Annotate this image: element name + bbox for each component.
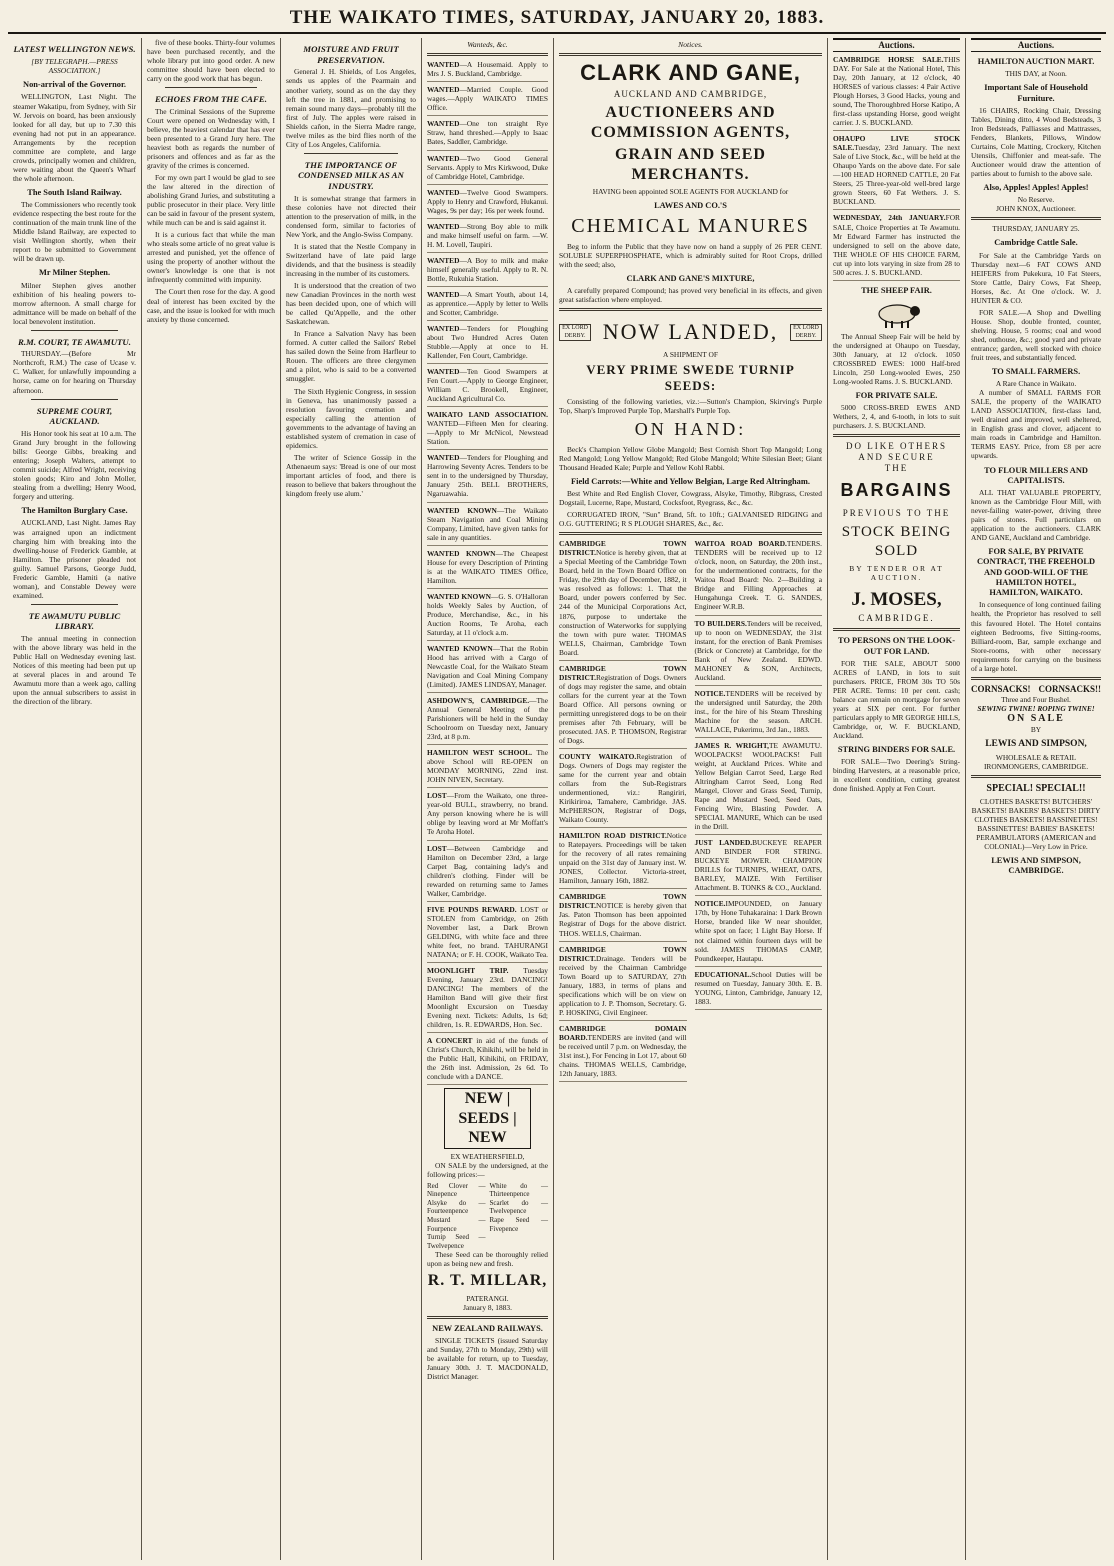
ad-text: —The Waikato Steam Navigation and Coal Mining Company, Limited, have given tanks for sale in any quantities. bbox=[427, 505, 548, 542]
article-text: five of these books. Thirty-four volumes have been purchased recently, and the whole library put into good order. A new committee should have been elected to carry on the good work that has begun. bbox=[147, 38, 275, 84]
divider bbox=[971, 217, 1101, 220]
ad-text: LOST or STOLEN from Cambridge, on 26th November last, a Dark Brown GELDING, with white face and three white feet, no brand. TAHURANGI NATANA; or F. H. COOK, Waikato Tea. bbox=[427, 904, 549, 959]
article-text: The writer of Science Gossip in the Athenaeum says: 'Bread is one of our most important articles of food, and there is reason to believe that bakers throughout the kingdom freely use alum.' bbox=[286, 452, 416, 498]
ad-lead: WANTED bbox=[427, 453, 460, 463]
notice-ad bbox=[695, 838, 823, 896]
auction-ads bbox=[833, 55, 960, 281]
section-heading: THE IMPORTANCE OF CONDENSED MILK AS AN INDUSTRY. bbox=[298, 159, 404, 192]
wanted-ad bbox=[427, 791, 548, 840]
divider bbox=[31, 330, 118, 331]
ad-lead: WANTED bbox=[427, 323, 460, 333]
ad-lead: WANTED bbox=[427, 289, 460, 299]
section-heading: LATEST WELLINGTON NEWS. bbox=[13, 44, 136, 54]
ad-lead: CAMBRIDGE TOWN DISTRICT. bbox=[559, 892, 687, 911]
now-landed-row bbox=[559, 315, 822, 350]
ad-text: in aid of the funds of Christ's Church, Kihikihi, will be held in the Public Hall, Kihikihi, on FRIDAY, the 26th inst. Admission, 2s 6d. To conclude with a DANCE. bbox=[427, 1036, 548, 1082]
firm-title: CLARK AND GANE, bbox=[580, 60, 801, 86]
ad-lead: WANTED bbox=[427, 221, 460, 231]
notice-ad bbox=[559, 831, 687, 889]
article-text: The annual meeting in connection with the above library was held in the Public Hall on Wednesday evening last. Notices of this meeting had been put up at several places in and around Te Awamutu more than a week ago, calling upon the annual subscribers to assist in the direction of the library. bbox=[13, 634, 136, 707]
ad-lead: WAITOA ROAD BOARD. bbox=[694, 539, 787, 549]
firm-line: GRAIN AND SEED MERCHANTS. bbox=[615, 146, 766, 183]
ad-lead: HAMILTON WEST SCHOOL. bbox=[427, 748, 532, 758]
article-text: It is a curious fact that while the man who steals some article of no great value is arrested and punished, yet the offence of using the property of another without the owner's knowledge is one that is not infrequently committed with impunity. bbox=[147, 230, 275, 285]
firm-line: AUCTIONEERS AND COMMISSION AGENTS, bbox=[590, 104, 791, 141]
ad-text: Tuesday Evening, January 23rd. DANCING! DANCING! The members of the Hamilton Band will give their first Moonlight Excursion on Tuesday Evening next. Tickets: Adults, 1s 6d; children, 1s. R. EDWARDS, Hon. Sec. bbox=[427, 965, 548, 1030]
ad-text: —The Cheapest House for every Description of Printing is at the WAIKATO TIMES Office, Hamilton. bbox=[427, 548, 548, 585]
article-text: General J. H. Shields, of Los Angeles, sends us apples of the Pearmain and another variety, sound as on the day they left the tree in 1881, and promising to remain sound many days—probably till the first of July. The apples were raised in Shields cañon, in the Sierra Madre range, twelve miles as the bird flies north of the City of Los Angeles, California. bbox=[286, 67, 416, 149]
notice-ad bbox=[695, 899, 823, 966]
seeds-sub: EX WEATHERSFIELD, bbox=[450, 1151, 525, 1161]
ad-lead: CAMBRIDGE HORSE SALE. bbox=[833, 54, 944, 64]
article-heading: The South Island Railway. bbox=[27, 187, 122, 197]
shop-text: FOR SALE.—A Shop and Dwelling House. Shop, double fronted, counter, shelving. House, 5 rooms; coal and wood shed, outhouse, &c.; good yard and private entrance; garden, well stocked with choice fruit trees, and substantially fenced. bbox=[971, 307, 1101, 362]
seed-price-item: Turnip Seed — Twelvepence bbox=[427, 1233, 486, 1250]
appointed-text: HAVING been appointed SOLE AGENTS FOR AUCKLAND for bbox=[592, 187, 789, 197]
on-hand-title: ON HAND: bbox=[634, 418, 747, 439]
article-heading: Non-arrival of the Governor. bbox=[23, 80, 126, 90]
moses-place: CAMBRIDGE. bbox=[858, 613, 935, 624]
ad-text: FOR SALE, Choice Properties at Te Awamutu. Mr Edward Farmer has instructed the undersigned to sell on the above date, THE WHOLE OF HIS CHOICE FARM, cut up into lots varying in size from 28 to 500 acres. J. S. BUCKLAND. bbox=[833, 213, 960, 277]
column-header: Notices. bbox=[678, 40, 703, 49]
ad-lead: EDUCATIONAL. bbox=[694, 969, 752, 979]
wanted-ad bbox=[427, 592, 548, 641]
no-reserve: No Reserve. bbox=[1017, 195, 1055, 205]
article-text: It is understood that the creation of two new Canadian Provinces in the north west has been decided upon, one of which will be called Qu'Appelle, and the other Saskatchewan. bbox=[286, 281, 416, 327]
cattle-date: THURSDAY, JANUARY 25. bbox=[992, 224, 1080, 234]
land-text: FOR THE SALE, ABOUT 5000 ACRES of LAND, in lots to suit purchasers. PRICE, FROM 30s TO 50s PER ACRE. Terms: 10 per cent. cash; balance can remain on mortgage for seven years at SIX per cent. For further particulars apply to MR GEORGE HILLS, Cambridge, or, W. F. BUCKLAND, Auckland. bbox=[833, 658, 960, 741]
ad-lead: JAMES R. WRIGHT, bbox=[694, 740, 769, 750]
notice-ad bbox=[559, 664, 687, 749]
bargains-title: BARGAINS bbox=[840, 480, 953, 501]
cattle-text: For Sale at the Cambridge Yards on Thursday next—6 FAT COWS AND HEIFERS from Pukekura, 10 Fat Steers, Store Cattle, Dairy Cows, Fat Sheep, Horses, &c. At One o'clock. W. J. HUNTER & CO. bbox=[971, 250, 1101, 305]
ad-text: BUCKEYE REAPER AND BINDER FOR STRING. BUCKEYE MOWER. CHAMPION DRILLS for TURNIPS, WHEAT, OATS, BARLEY, MAIZE. With Fertiliser Attachment. B. TONKS & CO., Auckland. bbox=[694, 838, 822, 893]
ad-text: —Two Good General Servants. Apply to Mrs Kirkwood, Duke of Cambridge Hotel, Cambridge. bbox=[427, 153, 548, 181]
cattle-heading: Cambridge Cattle Sale. bbox=[994, 238, 1078, 248]
article-heading: The Hamilton Burglary Case. bbox=[21, 506, 128, 516]
auction-ad bbox=[833, 134, 960, 210]
advertiser-place: PATERANGI. bbox=[466, 1293, 509, 1303]
column-wanteds bbox=[422, 38, 554, 1560]
ad-text: SINGLE TICKETS (issued Saturday and Sunday, 27th to Monday, 29th) will be available for return, up to Tuesday, January 30th. J. T. MACDONALD, District Manager. bbox=[427, 1336, 548, 1382]
chemical-manures-title: CHEMICAL MANURES bbox=[571, 215, 810, 238]
ad-text: —A Smart Youth, about 14, as apprentice.—Apply by letter to Wells and Scotter, Cambridge. bbox=[427, 289, 548, 317]
moses-line: PREVIOUS TO THE bbox=[842, 508, 951, 519]
wanted-ad bbox=[427, 644, 548, 693]
article-text: The Criminal Sessions of the Supreme Court were opened on Wednesday with, I believe, the heaviest calendar that has ever been presented to a Grand Jury here. The heaviest both as regards the number of prisoners and offences and as far as the gravity of the crimes is concerned. bbox=[147, 106, 275, 171]
section-heading: ECHOES FROM THE CAFE. bbox=[155, 94, 267, 105]
wanted-ad bbox=[427, 506, 548, 546]
notice-ad bbox=[695, 741, 823, 835]
small-farmers-heading: TO SMALL FARMERS. bbox=[991, 366, 1081, 376]
ad-text: Drainage. Tenders will be received by the Chairman Cambridge Town Board up to SATURDAY, 27th January, 1883, in terms of plans and specifications which will be on view on application to J. P. Thomson, Secretary. G. P. HOSKING, Civil Engineer. bbox=[559, 953, 687, 1017]
ad-text: THIS DAY. For Sale at the National Hotel, This Day, 20th January, at 12 o'clock, 40 HORSES of various classes: 4 Pair Active Plough Horses, 3 Good Hacks, young and sound, The Thoroughbred Horse Katipo, A first-class upstanding Horse, good weight carrier. J. S. BUCKLAND. bbox=[833, 54, 960, 128]
hotel-text: In consequence of long continued failing health, the Proprietor has resolved to sell this favoured Hotel. The Hotel contains eighteen Bedrooms, five Sitting-rooms, Billiard-room, Bar, sample exchange and Store-rooms, with other necessary requirements for carrying on the business of a large hotel. bbox=[971, 600, 1101, 673]
column-notices bbox=[554, 38, 828, 1560]
ad-lead: WANTED bbox=[427, 367, 460, 377]
wanted-ad bbox=[427, 410, 548, 450]
flour-mill-heading: TO FLOUR MILLERS AND CAPITALISTS. bbox=[984, 465, 1088, 485]
ad-text: Tenders will be received, up to noon on WEDNESDAY, the 31st instant, for the erection of Bank Premises (Brick or Concrete) at Cambridge, for the Bank of New Zealand. EDWD. MAHONEY & SON, Architects, Auckland. bbox=[694, 618, 822, 682]
cornsacks-row bbox=[971, 684, 1101, 695]
iron-text: CORRUGATED IRON, "Sun" Brand, 5ft. to 10ft.; GALVANISED RIDGING and O.G. GUTTERING; R S PLOUGH SHARES, &c., &c. bbox=[559, 510, 822, 529]
seeds-title: SEEDS bbox=[458, 1109, 510, 1127]
section-heading: SUPREME COURT, AUCKLAND. bbox=[36, 405, 113, 427]
ad-text: IMPOUNDED, on January 17th, by Hone Tuhakaraina: 1 Dark Brown Horse, branded like W near shoulder, white spot on face; 1 Light Bay Horse. If not claimed within fourteen days will be sold. JAMES THOMAS CAMP, Poundkeeper, Hautapu. bbox=[694, 899, 822, 963]
columns bbox=[8, 38, 1106, 1560]
article-text: Milner Stephen gives another exhibition of his healing powers to-morrow afternoon. A small charge for admittance will be made on behalf of the local benevolent institution. bbox=[13, 280, 136, 326]
seeds-varieties: Consisting of the following varieties, viz.:—Sutton's Champion, Skirving's Purple Top, Sharp's Improved Purple Top, Marshall's Purple Top. bbox=[559, 396, 822, 415]
small-farmers-text: A number of SMALL FARMS FOR SALE, the property of the WAIKATO LAND ASSOCIATION, first-class land, well drained and improved, well sheltered, in English grass and clover, adjacent to main roads in Cambridge and Hamilton. TERMS EASY. Price, from £8 per acre upwards. bbox=[971, 388, 1101, 461]
seeds-price-list bbox=[427, 1182, 548, 1250]
mixture-text: A carefully prepared Compound; has proved very beneficial in its effects, and given great satisfaction where employed. bbox=[559, 286, 822, 305]
ad-text: —Tenders for Ploughing and Harrowing Seventy Acres. Tenders to be sent in to the undersigned by Thursday, January 25th. BELL BROTHERS, Ngaruawahia. bbox=[427, 453, 548, 499]
ad-lead: JUST LANDED. bbox=[694, 838, 753, 848]
ad-lead: WANTED KNOWN bbox=[427, 505, 497, 515]
ad-text: —A Boy to milk and make himself generally useful. Apply to R. N. Bottle, Rukuhia Station. bbox=[427, 255, 548, 283]
divider bbox=[304, 153, 398, 154]
notices-left bbox=[559, 539, 687, 1085]
ad-text: —Between Cambridge and Hamilton on December 23rd, a large Carpet Bag, containing lady's and children's clothing. Finder will be rewarded on returning same to James Walker, Cambridge. bbox=[427, 843, 548, 898]
seeds-text: ON SALE by the undersigned, at the following prices:— bbox=[427, 1160, 548, 1179]
article-text: The Commissioners who recently took evidence respecting the best route for the continuation of the main trunk line of the Middle Island Railway, are expected to visit Wellington shortly, when their report to be submitted to Government will be drawn up. bbox=[13, 200, 136, 264]
notice-ad bbox=[695, 689, 823, 738]
article-text: It is stated that the Nestle Company in Switzerland have of late paid large dividends, and that the business is steadily increasing in the number of its customers. bbox=[286, 242, 416, 279]
lewis-simpson: LEWIS AND SIMPSON, bbox=[985, 738, 1087, 749]
wanted-ad bbox=[427, 188, 548, 219]
on-sale: ON SALE bbox=[1007, 712, 1065, 724]
ad-lead: WEDNESDAY, 24th JANUARY. bbox=[833, 213, 946, 223]
ad-text: TE AWAMUTU. WOOLPACKS! WOOLPACKS! Full weight, at Auckland Prices. White and Yellow Belgian Carrot Seed, Large Red Altringham Carrot Seed, Long Red Mangel, Clover and Grass Seed, Turnip, Rape and Mustard Seed, Seed Oats, Fencing Wire, Blasting Powder. A SPECIAL MANURE, Which can be used in the Drill. bbox=[694, 740, 822, 832]
article-text: It is somewhat strange that farmers in these colonies have not directed their attention to the preservation of milk, in the condensed form, similar to factories of New York, and the Anglo-Swiss Company. bbox=[286, 193, 416, 239]
column-header: Auctions. bbox=[833, 38, 960, 52]
ad-text: —That the Robin Hood has arrived with a Cargo of Newcastle Coal, for the Waikato Steam Navigation and Coal Mining Company (Limited). JAMES LINDSAY, Manager. bbox=[427, 643, 548, 690]
section-heading: MOISTURE AND FRUIT PRESERVATION. bbox=[303, 44, 399, 65]
column-auctions-a bbox=[828, 38, 966, 1560]
wanted-ads bbox=[427, 60, 548, 1085]
auction-ad bbox=[833, 55, 960, 131]
column-features bbox=[281, 38, 422, 1560]
ad-lead: NOTICE. bbox=[694, 688, 726, 698]
grass-seeds-text: Best White and Red English Clover, Cowgrass, Alsyke, Timothy, Ribgrass, Crested Dogstail, Lucerne, Rape, Mustard, Cocksfoot, Ryegrass, &c., &c. bbox=[559, 489, 822, 508]
ad-text: —The Annual General Meeting of the Parishioners will be held in the Sunday Schoolroom on Tuesday next, January 23rd, at 8 p.m. bbox=[427, 696, 548, 742]
notice-ad bbox=[695, 539, 823, 615]
divider bbox=[833, 628, 960, 631]
divider bbox=[971, 775, 1101, 778]
notice-ad bbox=[559, 1024, 687, 1082]
ad-lead: CAMBRIDGE TOWN DISTRICT. bbox=[559, 944, 687, 963]
auction-ad bbox=[833, 213, 960, 280]
wanted-ad bbox=[427, 154, 548, 185]
ad-lead: HAMILTON ROAD DISTRICT. bbox=[559, 831, 667, 841]
wanted-ad bbox=[427, 1036, 548, 1085]
seeds-note: These Seed can be thoroughly relied upon as being new and fresh. bbox=[427, 1250, 548, 1269]
notice-ad bbox=[559, 892, 687, 941]
ad-text: —One ton straight Rye Straw, hand threshed.—Apply to Isaac Bates, Saddler, Cambridge. bbox=[427, 119, 548, 147]
string-binders-text: FOR SALE—Two Deering's String-binding Harvesters, at a reasonable price, in excellent condition, cutting greatest done finished. Apply at Fen Court. bbox=[833, 757, 960, 794]
article-heading: Mr Milner Stephen. bbox=[38, 268, 111, 278]
ad-lead: LOST bbox=[427, 791, 447, 801]
notices-right bbox=[695, 539, 823, 1085]
wanted-ad bbox=[427, 966, 548, 1033]
furniture-text: 16 CHAIRS, Rocking Chair, Dressing Tables, Dining ditto, 4 Wood Bedsteads, 3 Iron Bedsteads, Palliasses and Mattrasses, Fenders, Blankets, Pillows, Window Curtains, Cole Matting, Crockery, Kitchen Utensils, Chiffonier and meat-safe. The Auctioneer would draw the attention of parties about to furnish to the above sale. bbox=[971, 105, 1101, 178]
wanted-ad bbox=[427, 60, 548, 82]
byline: [BY TELEGRAPH.—PRESS ASSOCIATION.] bbox=[31, 56, 118, 75]
ad-lead: FIVE POUNDS REWARD. bbox=[427, 904, 517, 914]
divider bbox=[31, 604, 118, 605]
land-heading: TO PERSONS ON THE LOOK-OUT FOR LAND. bbox=[838, 636, 955, 656]
small-farmers-sub: A Rare Chance in Waikato. bbox=[995, 379, 1077, 389]
masthead: THE WAIKATO TIMES, SATURDAY, JANUARY 20, 1883. bbox=[8, 6, 1106, 34]
now-landed-title: NOW LANDED, bbox=[602, 319, 779, 345]
ad-lead: CAMBRIDGE TOWN DISTRICT. bbox=[559, 539, 687, 558]
article-text: The Sixth Hygienic Congress, in session in Geneva, has unanimously passed a resolution favouring cremation and especially calling the attention of governments to the advantage of having an established system of cremation in case of epidemics. bbox=[286, 386, 416, 450]
ad-text: —A Housemaid. Apply to Mrs J. S. Buckland, Cambridge. bbox=[427, 60, 548, 79]
lewis-simpson-footer: LEWIS AND SIMPSON, CAMBRIDGE. bbox=[991, 855, 1081, 876]
ad-date: January 8, 1883. bbox=[463, 1302, 512, 1312]
moses-line: BY TENDER OR AT AUCTION. bbox=[849, 563, 944, 583]
ad-heading: NEW ZEALAND RAILWAYS. bbox=[432, 1323, 543, 1333]
ad-lead: CAMBRIDGE DOMAIN BOARD. bbox=[559, 1023, 687, 1042]
ad-text: TENDERS. TENDERS will be received up to 12 o'clock, noon, on Saturday, the 20th inst., for the undermentioned contracts, for the Waitoa Road Board: No. 2—Building a Bridge and Filling Approaches at Hungahunga Creek. T. G. SANDES, Engineer W.R.B. bbox=[694, 539, 822, 612]
cornsacks-right: CORNSACKS!! bbox=[1038, 683, 1101, 694]
ad-lead: WANTED bbox=[427, 119, 460, 129]
article-text: THURSDAY.—(Before Mr Northcroft, R.M.) The case of Ucase v. C. Walker, for unlawfully impounding a horse, came on for hearing on Thursday afternoon. bbox=[13, 349, 136, 395]
sheep-illustration-icon bbox=[867, 299, 927, 329]
wanted-ad bbox=[427, 453, 548, 502]
ad-lead: WANTED bbox=[427, 153, 460, 163]
auctioneer-name: JOHN KNOX, Auctioneer. bbox=[996, 204, 1076, 214]
ad-text: Notice to Ratepayers. Proceedings will be taken for the recovery of all rates remaining unpaid on the 31st day of January inst. W. JONES, Collector. Victoria-street, Hamilton, January 16th, 1882. bbox=[559, 831, 687, 886]
mart-heading: HAMILTON AUCTION MART. bbox=[977, 56, 1095, 66]
ad-lead: WANTED KNOWN bbox=[427, 548, 496, 558]
advertiser-name: R. T. MILLAR, bbox=[427, 1272, 548, 1290]
seed-price-item: Red Clover — Ninepence bbox=[427, 1181, 486, 1199]
wanted-ad bbox=[427, 324, 548, 364]
new-label: NEW bbox=[468, 1129, 507, 1147]
shipment-text: A SHIPMENT OF bbox=[663, 350, 718, 360]
article-text: AUCKLAND, Last Night. James Ray was arraigned upon an indictment charging him with breaking into the dwelling-house of Frederick Gamble, at Hamilton. The prisoner pleaded not guilty. Samuel Parsons, George Judd, Frederic Gamble, Hamiti (a native woman), and Constable Dewey were examined. bbox=[13, 518, 136, 600]
ad-lead: NOTICE. bbox=[694, 899, 726, 909]
wanted-ad bbox=[427, 256, 548, 287]
ad-lead: A CONCERT bbox=[427, 1036, 473, 1046]
lewis-simpson-sub: WHOLESALE & RETAIL IRONMONGERS, CAMBRIDGE. bbox=[983, 752, 1089, 771]
column-auctions-b bbox=[966, 38, 1106, 1560]
ad-text: TENDERS are invited (and will be received until 7 p.m. on Wednesday, the 31st inst.), For Fencing in Lot 17, about 60 chains. THOMAS WELLS, Cambridge, 12th January, 1883. bbox=[559, 1032, 687, 1078]
column-header: Auctions. bbox=[971, 38, 1101, 52]
wanted-ad bbox=[427, 367, 548, 407]
turnip-seeds-title: VERY PRIME SWEDE TURNIP SEEDS: bbox=[586, 362, 795, 393]
ad-lead: WANTED bbox=[427, 187, 460, 197]
seed-price-item: Alsyke do — Fourteenpence bbox=[427, 1198, 486, 1216]
ad-lead: WANTED bbox=[427, 85, 460, 95]
ad-text: School Duties will be resumed on Tuesday, January 30th. E. B. YOUNG, Linton, Cambridge, January 12, 1883. bbox=[694, 969, 822, 1006]
divider bbox=[559, 532, 822, 535]
ad-text: The above School will RE-OPEN on MONDAY MORNING, 22nd inst. JOHN NIVEN, Secretary. bbox=[427, 748, 548, 785]
firm-subtitle: AUCKLAND AND CAMBRIDGE, bbox=[613, 89, 768, 100]
ad-text: WANTED—Fifteen Men for clearing. —Apply to Mr McNicol, Newstead Station. bbox=[427, 419, 548, 447]
wanted-ad bbox=[427, 844, 548, 902]
ad-lead: TO BUILDERS. bbox=[694, 618, 747, 628]
sheep-fair-text: The Annual Sheep Fair will be held by the undersigned at Ohaupo on Tuesday, 30th January, at 12 o'clock. 1050 CROSSBRED EWES: 1000 Half-bred Lincoln, 250 Long-wooled Ewes, 250 Long-wooled Rams. J. S. BUCKLAND. bbox=[833, 331, 960, 387]
notices-split bbox=[559, 539, 822, 1085]
section-heading: R.M. COURT, TE AWAMUTU. bbox=[17, 336, 131, 347]
notice-ad bbox=[695, 970, 823, 1010]
notice-ad bbox=[695, 619, 823, 686]
private-sale-heading: FOR PRIVATE SALE. bbox=[855, 391, 938, 401]
wanted-ad bbox=[427, 222, 548, 253]
ad-text: Notice is hereby given, that at a Special Meeting of the Cambridge Town Board, held in the Town Board Office on Friday, the 29th day of December, 1882, it was resolved as follows: 1. That the Board, under powers conferred by Sec. 244 of the Municipal Corporations Act, 1876, purpose to undertake the construction of Waterworks for supplying the town with pure water. THOMAS WELLS, Chairman, Cambridge Town Board. bbox=[559, 548, 687, 657]
column-news bbox=[8, 38, 142, 1560]
stock-title: STOCK BEING SOLD bbox=[841, 524, 952, 559]
ad-text: Registration of Dogs. Owners of dogs may register the same, and obtain collars for the current year at the Town Board Office. All persons owning or permitting unregistered dogs to be on their premises after 7th February, will be prosecuted. JAS. P. THOMSON, Registrar of Dogs. bbox=[559, 672, 687, 745]
ad-lead: WAIKATO LAND ASSOCIATION. bbox=[427, 410, 548, 420]
ad-lead: ASHDOWN'S, CAMBRIDGE. bbox=[427, 696, 530, 706]
moses-name: J. MOSES, bbox=[851, 589, 942, 611]
seed-price-item: Mustard — Fourpence bbox=[427, 1216, 486, 1233]
ad-text: —Married Couple. Good wages.—Apply WAIKATO TIMES Office. bbox=[427, 85, 548, 113]
ad-lead: WANTED bbox=[427, 255, 460, 265]
wanted-ad bbox=[427, 748, 548, 788]
divider bbox=[31, 399, 118, 400]
ad-text: Registration of Dogs. Owners of Dogs may register the same for the current year and obtain collars from the Sub-Registrars undermentioned, viz.: Rangiriri, Kirikiriroa, Tamahere, Cambridge. JAS. McPHERSON, Registrar of Dogs, Waikato County. bbox=[559, 751, 687, 825]
apples-line: Also, Apples! Apples! Apples! bbox=[983, 183, 1089, 192]
by-text: BY bbox=[1030, 724, 1042, 734]
ad-text: NOTICE is hereby given that Jas. Paton Thomson has been appointed Registrar of Dogs for the above district. THOS. WELLS, Chairman. bbox=[559, 901, 687, 938]
cornsacks-sub: Three and Four Bushel. bbox=[1001, 694, 1071, 704]
ad-lead: COUNTY WAIKATO. bbox=[559, 751, 637, 761]
notice-ad bbox=[559, 539, 687, 660]
article-text: His Honor took his seat at 10 a.m. The Grand Jury brought in the following bills: George Gibbs, breaking and entering; Joseph Walters, attempt to commit suicide; Alfred Wright, receiving stolen goods; Kiro and John Moller, stealing from a dwelling; Henry Wood, forgery and uttering. bbox=[13, 428, 136, 502]
article-text: WELLINGTON, Last Night. The steamer Wakatipu, from Sydney, with Sir W. Jervois on board, has been anxiously looked for all day, but up to 7.30 this evening had not put in an appearance. Arrangements by the reception committee are complete, and large crowds, principally women and children, were waiting about the Queen's Wharf the whole afternoon. bbox=[13, 92, 136, 183]
ad-text: —Ten Good Swampers at Fen Court.—Apply to George Engineer, William C. Brookell, Engineer, Auckland Agricultural Co. bbox=[427, 367, 548, 404]
mixture-heading: CLARK AND GANE'S MIXTURE, bbox=[626, 273, 755, 283]
article-text: In France a Salvation Navy has been formed. A cutter called the Sailors' Rebel has sailed down the Seine from Harfleur to Rouen. The officers are three clergymen and a pilot, who is said to be a converted smuggler. bbox=[286, 329, 416, 384]
ad-text: —Strong Boy able to milk and make himself useful on farm. —W. H. M. Lovell, Taupiri. bbox=[427, 221, 548, 249]
ad-text: —Tenders for Ploughing about Two Hundred Acres Oaten Stubble.—Apply at once to H. Kallender, Fen Court, Cambridge. bbox=[427, 323, 548, 361]
divider bbox=[427, 53, 548, 56]
hotel-heading: FOR SALE, BY PRIVATE CONTRACT, THE FREEHOLD AND GOOD-WILL OF THE HAMILTON HOTEL, HAMILTON, WAIKATO. bbox=[976, 547, 1096, 598]
wanted-ad bbox=[427, 85, 548, 116]
article-text: For my own part I would be glad to see the law altered in the direction of abolishing Grand Juries, and substituting a public prosecutor in their place. Very little can be said in favour of the present system, while much can be and is said against it. bbox=[147, 173, 275, 228]
divider bbox=[833, 434, 960, 437]
wanted-ad bbox=[427, 549, 548, 589]
wanted-ad bbox=[427, 905, 548, 963]
divider bbox=[559, 308, 822, 311]
new-label: NEW bbox=[464, 1090, 503, 1108]
wanted-ad bbox=[427, 119, 548, 150]
cornsacks-left: CORNSACKS! bbox=[971, 683, 1031, 694]
ad-lead: MOONLIGHT TRIP. bbox=[427, 965, 509, 975]
ad-lead: WANTED KNOWN bbox=[427, 591, 491, 601]
article-text: The Court then rose for the day. A good deal of interest has been excited by the case, and the issue is looked for with much anxiety by those concerned. bbox=[147, 287, 275, 324]
wanted-ad bbox=[427, 696, 548, 745]
seed-price-item: Rape Seed — Fivepence bbox=[489, 1216, 548, 1233]
divider bbox=[559, 53, 822, 56]
notice-ad bbox=[559, 752, 687, 828]
ad-text: TENDERS will be received by the undersigned until Saturday, the 20th inst., for the hire of his Steam Threshing Machine for the season. ARCH. WALLACE, Pukerimu, 3rd Jan., 1883. bbox=[694, 688, 822, 734]
column-header: Wanteds, &c. bbox=[467, 40, 508, 49]
moses-line: THE bbox=[884, 463, 909, 474]
moses-line: DO LIKE OTHERS AND SECURE bbox=[846, 441, 947, 463]
private-sale-text: 5000 CROSS-BRED EWES AND Wethers, 2, 4, and 6-tooth, in lots to suit purchasers. J. S. BUCKLAND. bbox=[833, 403, 960, 431]
wanted-ad bbox=[427, 290, 548, 321]
ad-text: —Twelve Good Swampers. Apply to Henry and Crawford, Hukanui. Wages, 9s per day; 16s per week found. bbox=[427, 187, 548, 215]
ad-lead: WANTED bbox=[427, 60, 460, 70]
special-heading: SPECIAL! SPECIAL!! bbox=[986, 782, 1086, 794]
flour-mill-text: ALL THAT VALUABLE PROPERTY, known as the Cambridge Flour Mill, with never-failing water-power, driving three pairs of stones. Full particulars on application to the auctioneers. CLARK AND GANE, Auckland and Cambridge. bbox=[971, 488, 1101, 543]
notice-ad bbox=[559, 945, 687, 1021]
ad-text: —From the Waikato, one three-year-old BULL, strawberry, no brand. Any person knowing where he is will oblige by leaving word at Mr Moffatt's Te Aroha Hotel. bbox=[427, 791, 548, 837]
seed-price-item: Scarlet do — Twelvepence bbox=[489, 1198, 548, 1216]
field-carrots: Field Carrots:—White and Yellow Belgian, Large Red Altringham. bbox=[571, 476, 810, 486]
sheep-fair-heading: THE SHEEP FAIR. bbox=[861, 285, 932, 295]
ad-text: —G. S. O'Halloran holds Weekly Sales by Auction, of Produce, Merchandise, &c., in his Auction Rooms, Te Aroha, each Saturday, at 11 o'clock a.m. bbox=[427, 591, 548, 637]
ad-lead: WANTED KNOWN bbox=[427, 643, 493, 653]
furniture-heading: Important Sale of Household Furniture. bbox=[984, 83, 1088, 103]
ad-lead: OHAUPO LIVE STOCK SALE. bbox=[833, 134, 960, 153]
divider bbox=[971, 677, 1101, 680]
ad-lead: CAMBRIDGE TOWN DISTRICT. bbox=[559, 663, 687, 682]
on-hand-text: Beck's Champion Yellow Globe Mangold; Best Cornish Short Top Mangold; Long Red Mangold; Long Yellow Mangold; Red Globe Mangold; White Silesian Beet; Giant Thousand Headed Kale; Purple and Yellow Kohl Rabbi. bbox=[559, 444, 822, 472]
ad-text: Tuesday, 23rd January. The next Sale of Live Stock, &c., will be held at the Ohaupo Yards on the above date. For sale—100 HEAD HORNED CATTLE, 20 Fat Steers, 25 Three-year-old well-bred large grown Steers, 60 Fat Wethers. J. S. BUCKLAND. bbox=[833, 143, 960, 207]
divider bbox=[427, 1316, 548, 1319]
seeds-banner: NEW | SEEDS | NEW bbox=[444, 1088, 531, 1149]
lawes-heading: LAWES AND CO.'S bbox=[654, 201, 727, 211]
special-text: CLOTHES BASKETS! BUTCHERS' BASKETS! BAKERS' BASKETS! DIRTY CLOTHES BASKETS! BASSINETTES! BASSINETTES! BABIES' BASKETS! PERAMBULATORS (AMERICAN and COLONIAL)—Very Low in Price. bbox=[971, 796, 1101, 851]
section-heading: TE AWAMUTU PUBLIC LIBRARY. bbox=[28, 610, 121, 632]
ad-lead: LOST bbox=[427, 843, 447, 853]
divider bbox=[165, 87, 257, 88]
chem-text: Beg to inform the Public that they have now on hand a supply of 26 PER CENT. SOLUBLE SUPERPHOSPHATE, which is admirably suited for Root Crops, drilled with the seed; also, bbox=[559, 241, 822, 269]
ex-lord-derby-left: EX LORD DERBY. bbox=[559, 324, 591, 341]
seed-price-item: White do — Thirteenpence bbox=[489, 1181, 548, 1199]
ex-lord-derby-right: EX LORD DERBY. bbox=[790, 324, 822, 341]
twine-line: SEWING TWINE! ROPING TWINE! bbox=[977, 703, 1095, 713]
mart-time: THIS DAY, at Noon. bbox=[1005, 69, 1067, 79]
string-binders-heading: STRING BINDERS FOR SALE. bbox=[837, 745, 956, 755]
column-echoes bbox=[142, 38, 281, 1560]
